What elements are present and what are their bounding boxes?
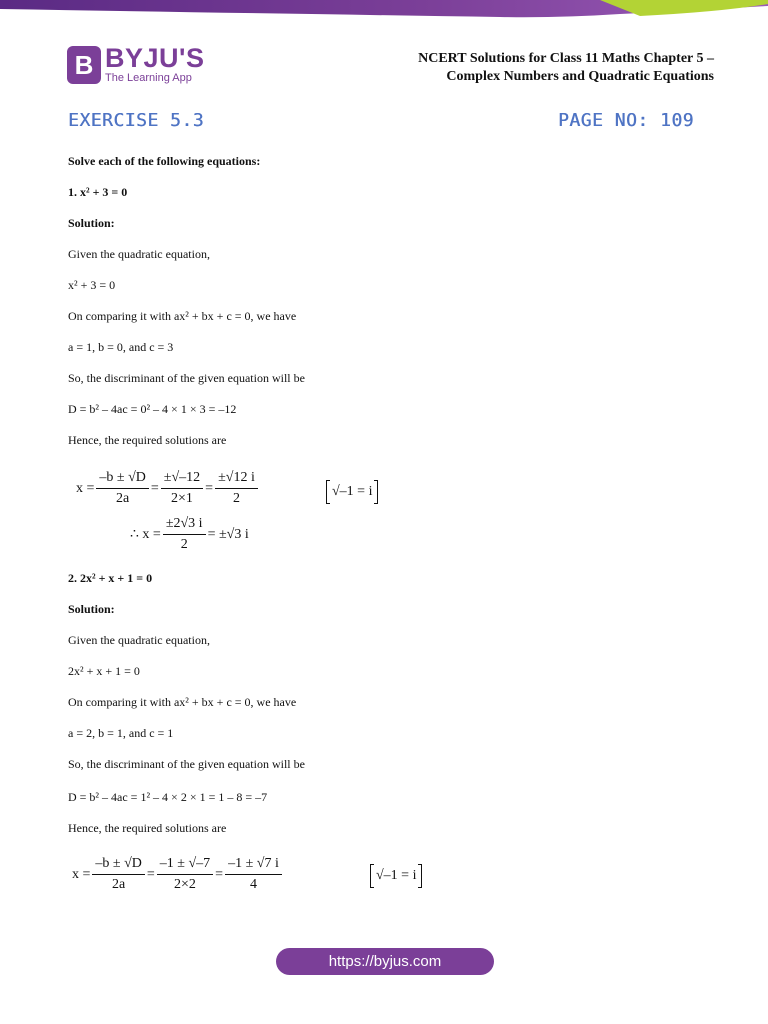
q2-fraction-2-numerator: –1 ± √–7 [157,856,213,875]
q1-fraction-4-denominator: 2 [180,537,188,552]
q2-fraction-3-denominator: 4 [249,877,257,892]
question-2-title: 2. 2x² + x + 1 = 0 [68,571,153,585]
q2-formula-lhs: x = [72,866,91,882]
q1-fraction-2-denominator: 2×1 [171,491,193,506]
logo-brand-name: BYJU'S [105,43,205,73]
q2-fraction-1-denominator: 2a [112,877,126,892]
q1-fraction-3-numerator: ±√12 i [215,470,258,489]
logo-letter: B [74,50,94,80]
q1-fraction-4-numerator: ±2√3 i [163,516,206,535]
q2-discriminant: D = b² – 4ac = 1² – 4 × 2 × 1 = 1 – 8 = –7 [68,790,268,804]
q2-solution-label: Solution: [68,602,115,616]
document-title-line-1: NCERT Solutions for Class 11 Maths Chapter 5 – [418,51,714,66]
logo-tagline: The Learning App [105,72,192,84]
q1-fraction-1 [96,470,148,507]
q1-fraction-3-denominator: 2 [232,491,240,506]
q1-fraction-2-numerator: ±√–12 [161,470,203,489]
q2-fraction-1-numerator: –b ± √D [92,856,144,875]
q2-compare-text: On comparing it with ax² + bx + c = 0, we have [68,695,297,709]
equals-sign: = [215,866,224,882]
q2-fraction-2 [157,856,213,893]
byjus-logo [67,45,204,85]
q2-discriminant-intro: So, the discriminant of the given equation will be [68,757,305,771]
q1-formula-line-2 [130,516,249,553]
q2-coefficients: a = 2, b = 1, and c = 1 [68,726,174,740]
q1-formula-lhs: x = [76,480,95,496]
q1-discriminant-intro: So, the discriminant of the given equation will be [68,371,305,385]
q1-fraction-3 [215,470,258,507]
top-decorative-bar [0,0,768,20]
q2-fraction-3 [225,856,282,893]
document-title-line-2: Complex Numbers and Quadratic Equations [446,69,714,84]
footer-url-link[interactable]: https://byjus.com [276,948,494,975]
q1-result: = ±√3 i [207,526,249,542]
q1-fraction-1-numerator: –b ± √D [96,470,148,489]
page-number-heading: PAGE NO: 109 [557,110,694,131]
question-1-title: 1. x² + 3 = 0 [68,185,128,199]
q1-therefore-lhs: ∴ x = [130,527,161,542]
equals-sign: = [146,866,155,882]
q1-discriminant: D = b² – 4ac = 0² – 4 × 1 × 3 = –12 [68,402,237,416]
q1-given-text: Given the quadratic equation, [68,247,210,261]
intro-text: Solve each of the following equations: [68,154,261,168]
q1-formula-line-1 [76,470,260,507]
logo-mark [67,46,101,84]
q2-equation: 2x² + x + 1 = 0 [68,664,140,678]
q1-coefficients: a = 1, b = 0, and c = 3 [68,340,174,354]
q1-fraction-2 [161,470,203,507]
q2-given-text: Given the quadratic equation, [68,633,210,647]
q2-fraction-1 [92,856,144,893]
exercise-heading: EXERCISE 5.3 [68,110,205,131]
q1-solution-label: Solution: [68,216,115,230]
q2-fraction-2-denominator: 2×2 [174,877,196,892]
q1-hence-text: Hence, the required solutions are [68,433,227,447]
q2-note-bracket: √–1 = i [370,864,422,888]
equals-sign: = [150,480,159,496]
equals-sign: = [205,480,214,496]
q2-formula-line-1 [72,856,284,893]
q1-note-bracket: √–1 = i [326,480,378,504]
q1-compare-text: On comparing it with ax² + bx + c = 0, we have [68,309,297,323]
q1-fraction-4 [163,516,206,553]
q1-equation: x² + 3 = 0 [68,278,116,292]
document-title [294,50,714,86]
q2-hence-text: Hence, the required solutions are [68,821,227,835]
q2-fraction-3-numerator: –1 ± √7 i [225,856,282,875]
q1-fraction-1-denominator: 2a [116,491,130,506]
